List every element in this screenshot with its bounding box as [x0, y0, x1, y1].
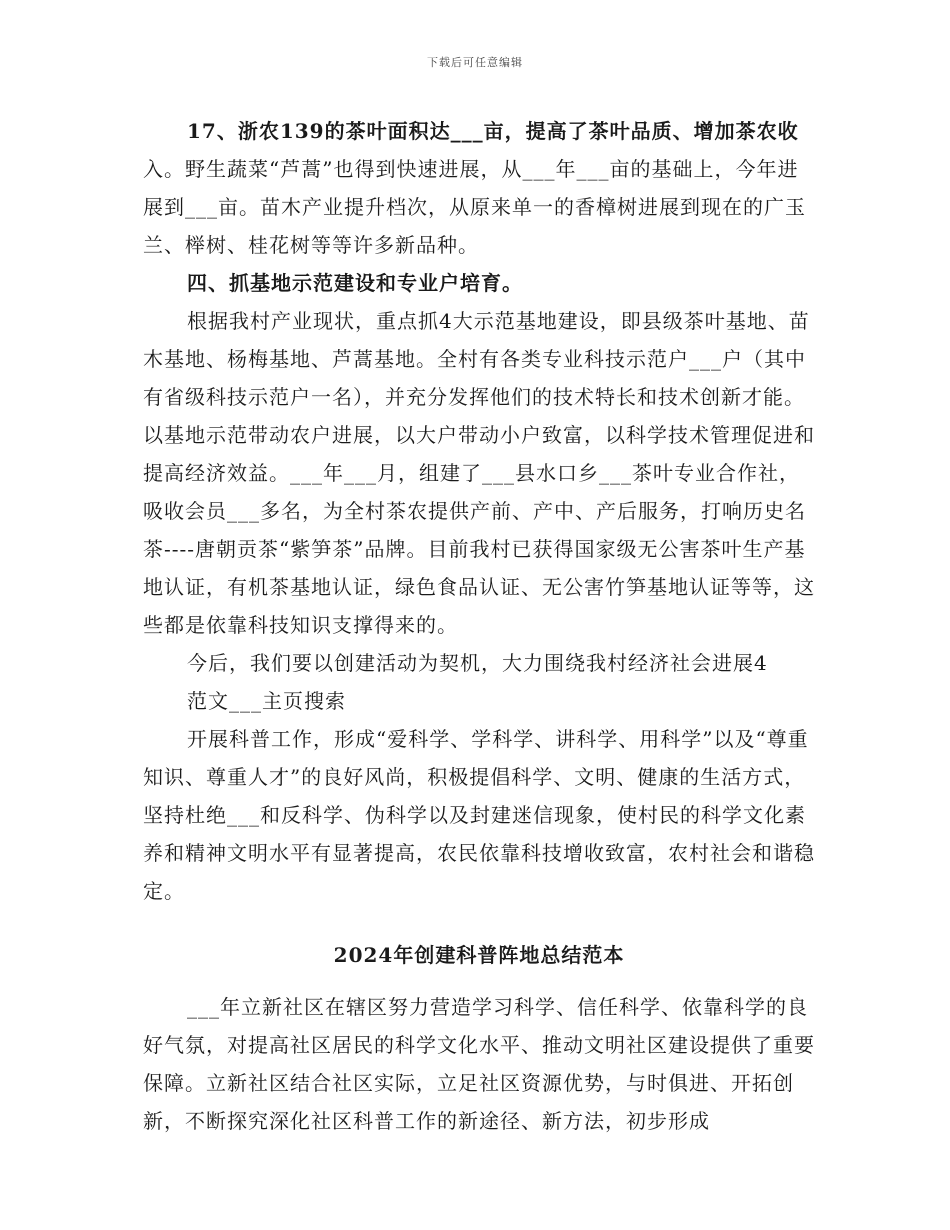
document-title: 2024年创建科普阵地总结范本: [333, 943, 625, 967]
paragraph-tea-area: [143, 112, 815, 264]
paragraph-tea-area-bold: 17、浙农139的茶叶面积达___亩，提高了茶叶品质、增加茶农收: [187, 119, 799, 143]
section-heading-base-demo: 四、抓基地示范建设和专业户培育。: [187, 271, 523, 295]
paragraph-search-note: 范文___主页搜索: [187, 689, 346, 713]
paragraph-community-intro: ___年立新社区在辖区努力营造学习科学、信任科学、依靠科学的良好气氛，对提高社区居民的科学文化水平、推动文明社区建设提供了重要保障。立新社区结合社区实际，立足社区资源优势，与时俱进、开拓创新，不断探究深化社区科普工作的新途径、新方法，初步形成: [143, 995, 815, 1133]
document-body: [143, 112, 815, 1140]
paragraph-science-work: 开展科普工作，形成“爱科学、学科学、讲科学、用科学”以及“尊重知识、尊重人才”的良好风尚，积极提倡科学、文明、健康的生活方式，坚持杜绝___和反科学、伪科学以及封建迷信现象，使村民的科学文化素养和精神文明水平有显著提高，农民依靠科技增收致富，农村社会和谐稳定。: [143, 727, 815, 903]
page-header: 下载后可任意编辑: [427, 56, 523, 69]
paragraph-base-construction: 根据我村产业现状，重点抓4大示范基地建设，即县级茶叶基地、苗木基地、杨梅基地、芦蒿基地。全村有各类专业科技示范户___户（其中有省级科技示范户一名），并充分发挥他们的技术特长和技术创新才能。以基地示范带动农户进展，以大户带动小户致富，以科学技术管理促进和提高经济效益。___年___月，组建了___县水口乡___茶叶专业合作社，吸收会员___多名，为全村茶农提供产前、产中、产后服务，打响历史名茶----唐朝贡茶“紫笋茶”品牌。目前我村已获得国家级无公害茶叶生产基地认证，有机茶基地认证，绿色食品认证、无公害竹笋基地认证等等，这些都是依靠科技知识支撑得来的。: [143, 309, 815, 637]
paragraph-tea-area-rest: 入。野生蔬菜“芦蒿”也得到快速进展，从___年___亩的基础上，今年进展到___亩。苗木产业提升档次，从原来单一的香樟树进展到现在的广玉兰、榉树、桂花树等等许多新品种。: [143, 157, 806, 257]
paragraph-future-plan: 今后，我们要以创建活动为契机，大力围绕我村经济社会进展4: [187, 651, 768, 675]
